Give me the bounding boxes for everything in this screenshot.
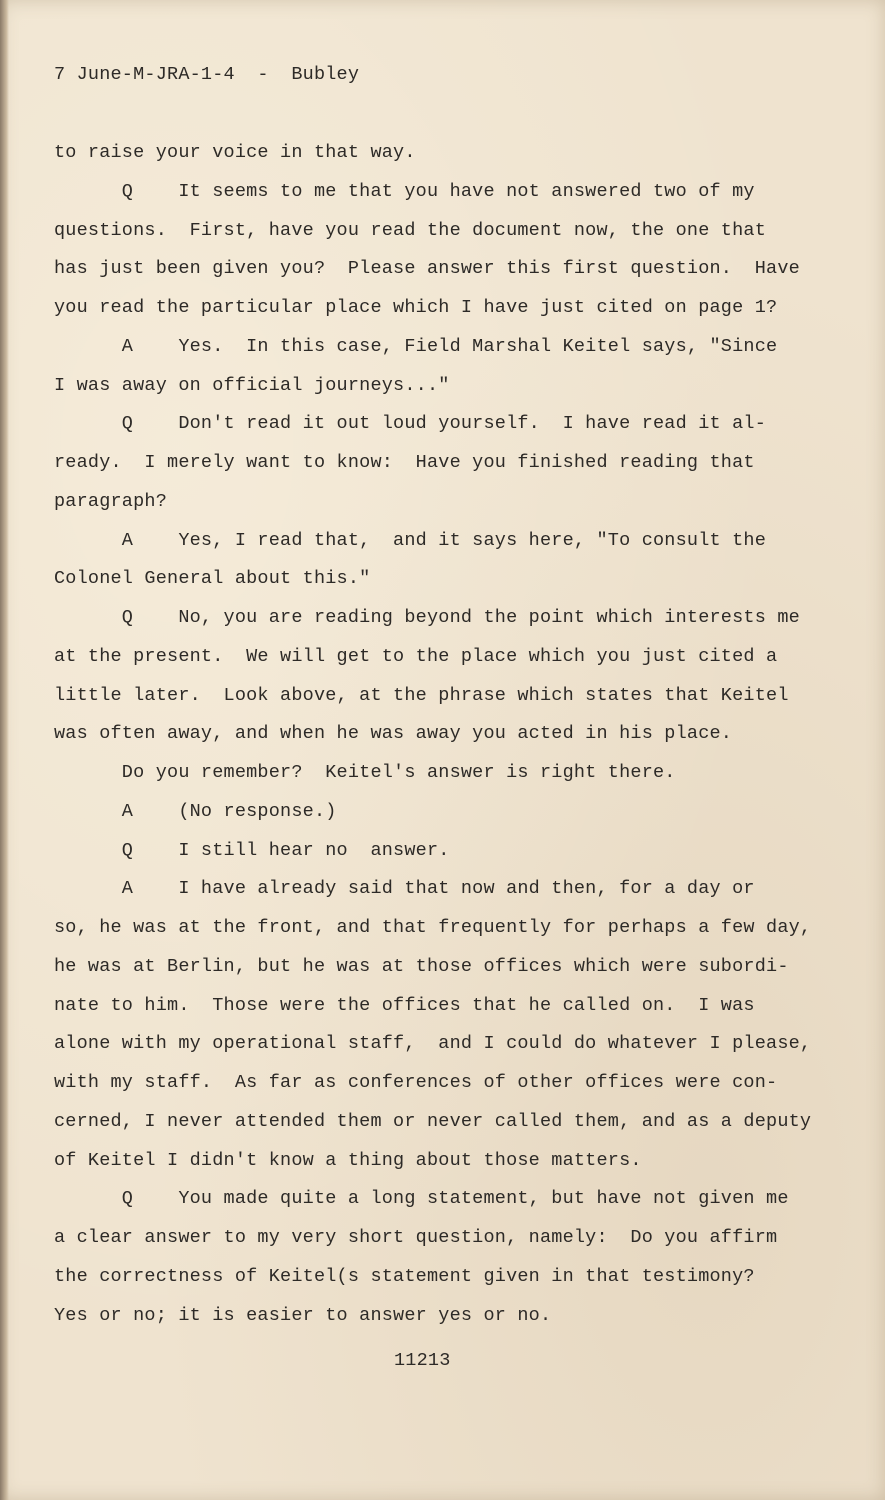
page-header: 7 June-M-JRA-1-4 - Bubley [54, 64, 360, 85]
transcript-line: has just been given you? Please answer this first question. Have [54, 258, 800, 280]
transcript-line: at the present. We will get to the place which you just cited a [54, 645, 778, 667]
transcript-line: questions. First, have you read the document now, the one that [54, 219, 767, 241]
transcript-line: to raise your voice in that way. [54, 142, 416, 163]
transcript-line: with my staff. As far as conferences of other offices were con- [54, 1072, 778, 1093]
transcript-line: you read the particular place which I have just cited on page 1? [54, 297, 778, 318]
transcript-line: Q It seems to me that you have not answered two of my [54, 180, 755, 202]
transcript-line: so, he was at the front, and that frequently for perhaps a few day, [54, 917, 812, 938]
transcript-line: A Yes. In this case, Field Marshal Keitel says, "Since [54, 335, 778, 357]
transcript-line: A I have already said that now and then, for a day or [54, 878, 755, 900]
transcript-line: little later. Look above, at the phrase which states that Keitel [54, 684, 789, 706]
transcript-line: the correctness of Keitel(s statement given in that testimony? [54, 1265, 755, 1287]
transcript-line: alone with my operational staff, and I could do whatever I please, [54, 1033, 812, 1055]
transcript-line: A Yes, I read that, and it says here, "To consult the [54, 529, 767, 551]
transcript-line: cerned, I never attended them or never called them, and as a deputy [54, 1110, 812, 1132]
page-number: 11213 [394, 1350, 451, 1371]
transcript-line: Q You made quite a long statement, but have not given me [54, 1188, 789, 1210]
transcript-line: Q Don't read it out loud yourself. I have read it al- [54, 413, 767, 435]
transcript-line: he was at Berlin, but he was at those offices which were subordi- [54, 955, 789, 977]
transcript-line: Colonel General about this." [54, 568, 371, 590]
transcript-line: was often away, and when he was away you acted in his place. [54, 723, 733, 745]
transcript-line: Q I still hear no answer. [54, 839, 450, 861]
transcript-line: a clear answer to my very short question, namely: Do you affirm [54, 1227, 778, 1248]
transcript-line: A (No response.) [54, 800, 337, 822]
transcript-line: I was away on official journeys..." [54, 374, 450, 396]
transcript-line: Q No, you are reading beyond the point which interests me [54, 607, 800, 628]
transcript-line: nate to him. Those were the offices that he called on. I was [54, 994, 755, 1016]
transcript-line: Yes or no; it is easier to answer yes or no. [54, 1304, 552, 1326]
transcript-line: ready. I merely want to know: Have you finished reading that [54, 452, 755, 473]
transcript-line: of Keitel I didn't know a thing about those matters. [54, 1149, 642, 1171]
transcript-line: paragraph? [54, 490, 168, 512]
transcript-line: Do you remember? Keitel's answer is right there. [54, 762, 676, 783]
